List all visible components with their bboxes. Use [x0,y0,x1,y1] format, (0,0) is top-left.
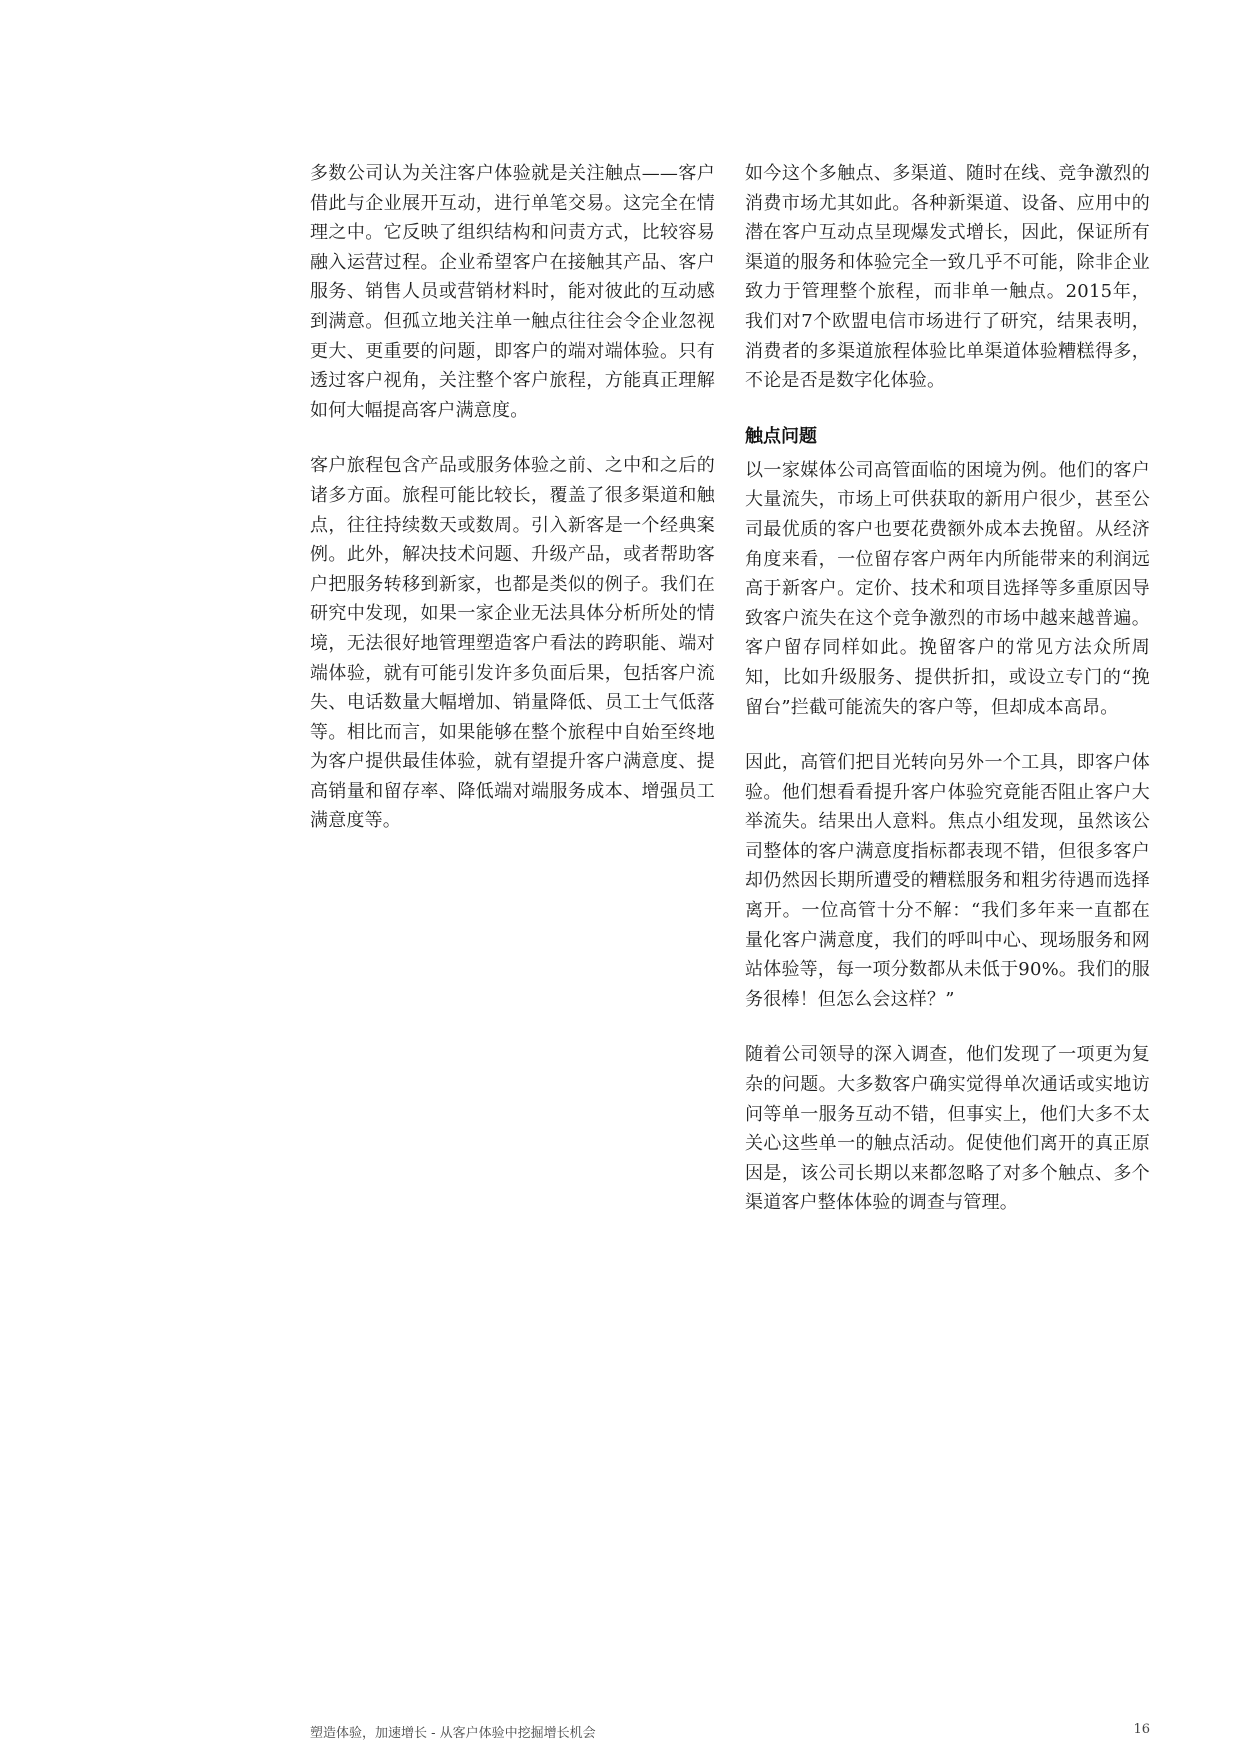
body-paragraph: 多数公司认为关注客户体验就是关注触点——客户借此与企业展开互动，进行单笔交易。这完全在情理之中。它反映了组织结构和问责方式，比较容易融入运营过程。企业希望客户在接触其产品、客户服务、销售人员或营销材料时，能对彼此的互动感到满意。但孤立地关注单一触点往往会令企业忽视更大、更重要的问题，即客户的端对端体验。只有透过客户视角，关注整个客户旅程，方能真正理解如何大幅提高客户满意度。 [310,163,715,421]
body-paragraph: 客户旅程包含产品或服务体验之前、之中和之后的诸多方面。旅程可能比较长，覆盖了很多渠道和触点，往往持续数天或数周。引入新客是一个经典案例。此外，解决技术问题、升级产品，或者帮助客户把服务转移到新家，也都是类似的例子。我们在研究中发现，如果一家企业无法具体分析所处的情境，无法很好地管理塑造客户看法的跨职能、端对端体验，就有可能引发许多负面后果，包括客户流失、电话数量大幅增加、销量降低、员工士气低落等。相比而言，如果能够在整个旅程中自始至终地为客户提供最佳体验，就有望提升客户满意度、提高销量和留存率、降低端对端服务成本、增强员工满意度等。 [310,455,715,832]
body-paragraph: 随着公司领导的深入调查，他们发现了一项更为复杂的问题。大多数客户确实觉得单次通话或实地访问等单一服务互动不错，但事实上，他们大多不太关心这些单一的触点活动。促使他们离开的真正原因是，该公司长期以来都忽略了对多个触点、多个渠道客户整体体验的调查与管理。 [745,1044,1150,1214]
body-paragraph: 因此，高管们把目光转向另外一个工具，即客户体验。他们想看看提升客户体验究竟能否阻止客户大举流失。结果出人意料。焦点小组发现，虽然该公司整体的客户满意度指标都表现不错，但很多客户却仍然因长期所遭受的糟糕服务和粗劣待遇而选择离开。一位高管十分不解：“我们多年来一直都在量化客户满意度，我们的呼叫中心、现场服务和网站体验等，每一项分数都从未低于90%。我们的服务很棒！但怎么会这样？” [745,752,1150,1010]
section-heading: 触点问题 [745,425,817,447]
left-column [310,159,715,862]
body-paragraph: 以一家媒体公司高管面临的困境为例。他们的客户大量流失，市场上可供获取的新用户很少，甚至公司最优质的客户也要花费额外成本去挽留。从经济角度来看，一位留存客户两年内所能带来的利润远高于新客户。定价、技术和项目选择等多重原因导致客户流失在这个竞争激烈的市场中越来越普遍。客户留存同样如此。挽留客户的常见方法众所周知，比如升级服务、提供折扣，或设立专门的“挽留台”拦截可能流失的客户等，但却成本高昂。 [745,459,1150,718]
page-number: 16 [1133,1722,1150,1737]
footer-title: 塑造体验，加速增长 - 从客户体验中挖掘增长机会 [310,1726,596,1741]
right-column [745,159,1150,1244]
body-paragraph: 如今这个多触点、多渠道、随时在线、竞争激烈的消费市场尤其如此。各种新渠道、设备、应用中的潜在客户互动点呈现爆发式增长，因此，保证所有渠道的服务和体验完全一致几乎不可能，除非企业致力于管理整个旅程，而非单一触点。2015年，我们对7个欧盟电信市场进行了研究，结果表明，消费者的多渠道旅程体验比单渠道体验糟糕得多，不论是否是数字化体验。 [745,163,1150,392]
